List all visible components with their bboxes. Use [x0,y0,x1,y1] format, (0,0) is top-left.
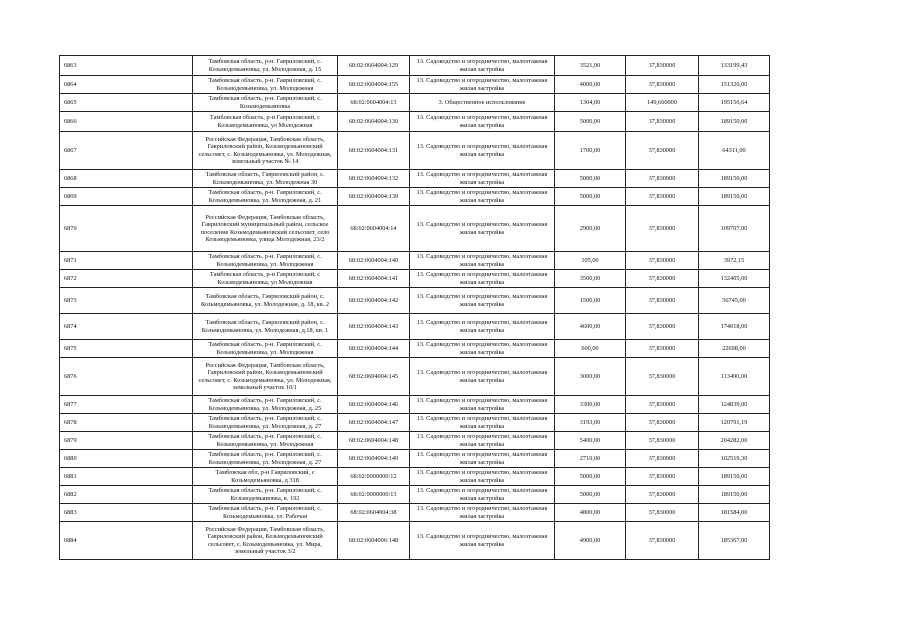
land-use-cell: 13. Садоводство и огородничество, малоэтажная жилая застройка [410,132,555,170]
cadastral-number-cell: 68:02:0604004:146 [338,396,410,414]
address-cell: Тамбовская область, р-н. Гавриловский, с. Козьмодемьяновка, ул. Рабочая [193,504,338,522]
row-number-cell: 6866 [60,112,193,132]
row-number-cell: 6868 [60,170,193,188]
land-use-cell: 13. Садоводство и огородничество, малоэтажная жилая застройка [410,414,555,432]
area-cell: 3300,00 [555,396,626,414]
specific-value-cell: 37,830000 [626,504,699,522]
cadastral-number-cell: 68:02:0604004:38 [338,504,410,522]
address-cell: Тамбовская область, р-н. Гавриловский, с. Козьмодемьяновка, ул. Молодежная, д. 15 [193,56,338,76]
cadastral-value-cell: 189150,00 [699,170,770,188]
cadastral-value-cell: 109707,00 [699,206,770,252]
cadastral-number-cell: 68:02:0604004:155 [338,76,410,94]
cadastral-value-cell: 56745,00 [699,288,770,314]
specific-value-cell: 37,830000 [626,396,699,414]
area-cell: 4800,00 [555,504,626,522]
specific-value-cell: 149,660000 [626,94,699,112]
specific-value-cell: 37,830000 [626,270,699,288]
cadastral-number-cell: 68:02:0604004:145 [338,358,410,396]
address-cell: Тамбовская область, Гавриловский район, с. Козьмодемьяновка, ул. Молодежная, д. 18, кв. 2 [193,288,338,314]
cadastral-value-cell: 132405,00 [699,270,770,288]
cadastral-number-cell: 68:02:0604004:13 [338,94,410,112]
land-use-cell: 13. Садоводство и огородничество, малоэтажная жилая застройка [410,358,555,396]
table-row [60,396,770,414]
cadastral-number-cell: 68:02:0604004:140 [338,252,410,270]
row-number-cell: 6881 [60,468,193,486]
area-cell: 3521,00 [555,56,626,76]
table-row [60,504,770,522]
cadastral-number-cell: 68:02:0604004:148 [338,432,410,450]
cadastral-value-cell: 113490,00 [699,358,770,396]
land-use-cell: 13. Садоводство и огородничество, малоэтажная жилая застройка [410,188,555,206]
specific-value-cell: 37,830000 [626,206,699,252]
cadastral-number-cell: 68:02:0604006:148 [338,522,410,560]
specific-value-cell: 37,830000 [626,132,699,170]
area-cell: 4000,00 [555,76,626,94]
area-cell: 3193,00 [555,414,626,432]
cadastral-value-cell: 195156,64 [699,94,770,112]
cadastral-value-cell: 133199,43 [699,56,770,76]
table-row [60,288,770,314]
table-row [60,112,770,132]
cadastral-value-cell: 151320,00 [699,76,770,94]
address-cell: Тамбовская область, р-н. Гавриловский, с. Козьмодемьяновка, ул. Молодежная, д. 21 [193,188,338,206]
land-use-cell: 13. Садоводство и огородничество, малоэтажная жилая застройка [410,288,555,314]
land-use-cell: 13. Садоводство и огородничество, малоэтажная жилая застройка [410,170,555,188]
address-cell: Тамбовская область, р-н. Гавриловский, с. Козьмодемьяновка, ул. Молодежная [193,76,338,94]
land-use-cell: 13. Садоводство и огородничество, малоэтажная жилая застройка [410,314,555,340]
cadastral-number-cell: 68:02:0604004:149 [338,450,410,468]
cadastral-value-cell: 124839,00 [699,396,770,414]
address-cell: Тамбовская область, р-н. Гавриловский, с. Козьмодемьяновка, ул. Молодежная [193,432,338,450]
cadastral-number-cell: 68:02:0604004:14 [338,206,410,252]
cadastral-value-cell: 120791,19 [699,414,770,432]
row-number-cell: 6880 [60,450,193,468]
specific-value-cell: 37,830000 [626,76,699,94]
specific-value-cell: 37,830000 [626,358,699,396]
table-row [60,270,770,288]
area-cell: 4900,00 [555,522,626,560]
land-use-cell: 13. Садоводство и огородничество, малоэтажная жилая застройка [410,432,555,450]
specific-value-cell: 37,830000 [626,188,699,206]
land-use-cell: 13. Садоводство и огородничество, малоэтажная жилая застройка [410,76,555,94]
row-number-cell: 6882 [60,486,193,504]
area-cell: 2710,00 [555,450,626,468]
address-cell: Тамбовская область, р-н. Гавриловский, с. Козьмодемьяновка, ул. Молодежная, д. 27 [193,450,338,468]
table-row [60,314,770,340]
row-number-cell: 6874 [60,314,193,340]
row-number-cell: 6875 [60,340,193,358]
area-cell: 1304,00 [555,94,626,112]
row-number-cell: 6869 [60,188,193,206]
cadastral-value-cell: 102519,30 [699,450,770,468]
table-row [60,450,770,468]
table-row [60,170,770,188]
land-use-cell: 13. Садоводство и огородничество, малоэтажная жилая застройка [410,206,555,252]
row-number-cell: 6867 [60,132,193,170]
cadastral-number-cell: 68:02:0604004:144 [338,340,410,358]
table-row [60,522,770,560]
table-row [60,56,770,76]
row-number-cell: 6876 [60,358,193,396]
address-cell: Тамбовская область, Гавриловский район, с. Козьмодемьяновка, ул. Молодежная, д.18, кв. 1 [193,314,338,340]
row-number-cell: 6871 [60,252,193,270]
area-cell: 5000,00 [555,486,626,504]
address-cell: Российская Федерация, Тамбовская область, Гавриловский район, Козьмодемьяновский сельсовет, с. Козьмодемьяновка, ул. Мира, земельный участок 3/2 [193,522,338,560]
cadastral-number-cell: 68:02:0604004:130 [338,112,410,132]
cadastral-value-cell: 174018,00 [699,314,770,340]
cadastral-number-cell: 68:02:0000000:13 [338,486,410,504]
cadastral-value-cell: 189150,00 [699,486,770,504]
area-cell: 2900,00 [555,206,626,252]
row-number-cell: 6877 [60,396,193,414]
table-row [60,94,770,112]
specific-value-cell: 37,830000 [626,112,699,132]
table-row [60,468,770,486]
area-cell: 4600,00 [555,314,626,340]
cadastral-value-cell: 204282,00 [699,432,770,450]
area-cell: 5000,00 [555,468,626,486]
cadastral-value-cell: 181584,00 [699,504,770,522]
area-cell: 5000,00 [555,112,626,132]
row-number-cell: 6872 [60,270,193,288]
land-use-cell: 3. Общественное использование [410,94,555,112]
area-cell: 600,00 [555,340,626,358]
row-number-cell: 6864 [60,76,193,94]
cadastral-number-cell: 68:02:0604004:132 [338,170,410,188]
area-cell: 105,00 [555,252,626,270]
address-cell: Российская Федерация, Тамбовская область, Гавриловский район, Козьмодемьяновский сельсовет, с. Козьмодемьяновка, ул. Молодежная, земельный участок 10/1 [193,358,338,396]
cadastral-number-cell: 68:02:0604004:139 [338,188,410,206]
cadastral-value-cell: 189150,00 [699,112,770,132]
table-row [60,414,770,432]
row-number-cell: 6879 [60,432,193,450]
row-number-cell: 6883 [60,504,193,522]
land-use-cell: 13. Садоводство и огородничество, малоэтажная жилая застройка [410,450,555,468]
land-use-cell: 13. Садоводство и огородничество, малоэтажная жилая застройка [410,468,555,486]
specific-value-cell: 37,830000 [626,314,699,340]
row-number-cell: 6863 [60,56,193,76]
table-row [60,76,770,94]
table-body [60,56,770,560]
address-cell: Тамбовская область, р-н. Гавриловский, с. Козьмодемьяновка, ул. Молодежная [193,340,338,358]
cadastral-number-cell: 68:02:0604004:143 [338,314,410,340]
row-number-cell: 6884 [60,522,193,560]
cadastral-value-table [59,55,770,560]
cadastral-number-cell: 68:02:0604004:142 [338,288,410,314]
address-cell: Тамбовская обл, р-н Гавриловский, с Козьмодемьяновка, д 318 [193,468,338,486]
land-use-cell: 13. Садоводство и огородничество, малоэтажная жилая застройка [410,270,555,288]
table-row [60,206,770,252]
specific-value-cell: 37,830000 [626,414,699,432]
specific-value-cell: 37,830000 [626,450,699,468]
table-row [60,252,770,270]
address-cell: Тамбовская область, р-н. Гавриловский, с. Козьмодемьяновка, ул. Молодежная, д. 25 [193,396,338,414]
row-number-cell: 6865 [60,94,193,112]
address-cell: Российская Федерация, Тамбовская область, Гавриловский район, Козьмодемьяновский сельсовет, с. Козьмодемьяновка, ул. Молодежная, земельный участок № 14 [193,132,338,170]
land-use-cell: 13. Садоводство и огородничество, малоэтажная жилая застройка [410,56,555,76]
table-row [60,188,770,206]
land-use-cell: 13. Садоводство и огородничество, малоэтажная жилая застройка [410,522,555,560]
address-cell: Тамбовская область, р-н Гавриловский, с Козьмодемьяновка, ул Молодежная [193,270,338,288]
cadastral-value-cell: 189150,00 [699,468,770,486]
table-row [60,486,770,504]
land-use-cell: 13. Садоводство и огородничество, малоэтажная жилая застройка [410,252,555,270]
area-cell: 5000,00 [555,170,626,188]
address-cell: Российская Федерация, Тамбовская область, Гавриловский муниципальный район, сельское поселение Козьмодемьяновский сельсовет, село Козьмодемьяновка, улица Молодежная, 23/2 [193,206,338,252]
specific-value-cell: 37,830000 [626,56,699,76]
table-row [60,132,770,170]
cadastral-value-cell: 189150,00 [699,188,770,206]
land-use-cell: 13. Садоводство и огородничество, малоэтажная жилая застройка [410,396,555,414]
area-cell: 1700,00 [555,132,626,170]
row-number-cell: 6870 [60,206,193,252]
specific-value-cell: 37,830000 [626,486,699,504]
area-cell: 5400,00 [555,432,626,450]
cadastral-value-cell: 185367,00 [699,522,770,560]
cadastral-value-cell: 22698,00 [699,340,770,358]
area-cell: 1500,00 [555,288,626,314]
cadastral-number-cell: 68:02:0604004:141 [338,270,410,288]
table-row [60,358,770,396]
address-cell: Тамбовская область, р-н. Гавриловский, с. Козьмодемьяновка, ул. Молодежная [193,252,338,270]
specific-value-cell: 37,830000 [626,252,699,270]
cadastral-number-cell: 68:02:0604004:131 [338,132,410,170]
area-cell: 3000,00 [555,358,626,396]
row-number-cell: 6878 [60,414,193,432]
land-use-cell: 13. Садоводство и огородничество, малоэтажная жилая застройка [410,504,555,522]
row-number-cell: 6873 [60,288,193,314]
area-cell: 3500,00 [555,270,626,288]
land-use-cell: 13. Садоводство и огородничество, малоэтажная жилая застройка [410,486,555,504]
area-cell: 5000,00 [555,188,626,206]
cadastral-value-cell: 3972,15 [699,252,770,270]
specific-value-cell: 37,830000 [626,522,699,560]
address-cell: Тамбовская область, р-н. Гавриловский, с. Козьмодемьяновка, к. 192 [193,486,338,504]
specific-value-cell: 37,830000 [626,288,699,314]
address-cell: Тамбовская область, р-н. Гавриловский, с. Козьмодемьяновка, ул. Молодежная, д. 27 [193,414,338,432]
cadastral-number-cell: 68:02:0000000:12 [338,468,410,486]
table-row [60,432,770,450]
land-use-cell: 13. Садоводство и огородничество, малоэтажная жилая застройка [410,340,555,358]
table-row [60,340,770,358]
specific-value-cell: 37,830000 [626,432,699,450]
specific-value-cell: 37,830000 [626,340,699,358]
specific-value-cell: 37,830000 [626,170,699,188]
address-cell: Тамбовская область, Гавриловский район, с. Козьмодемьяновка, ул. Молодежная 30 [193,170,338,188]
cadastral-number-cell: 68:02:0604004:147 [338,414,410,432]
cadastral-value-cell: 64311,00 [699,132,770,170]
specific-value-cell: 37,830000 [626,468,699,486]
cadastral-number-cell: 68:02:0604004:129 [338,56,410,76]
address-cell: Тамбовская область, р-н Гавриловский, с Козьмодемьяновка, ул Молодежная [193,112,338,132]
land-use-cell: 13. Садоводство и огородничество, малоэтажная жилая застройка [410,112,555,132]
address-cell: Тамбовская область, р-н. Гавриловский, с. Козьмодемьяновка [193,94,338,112]
